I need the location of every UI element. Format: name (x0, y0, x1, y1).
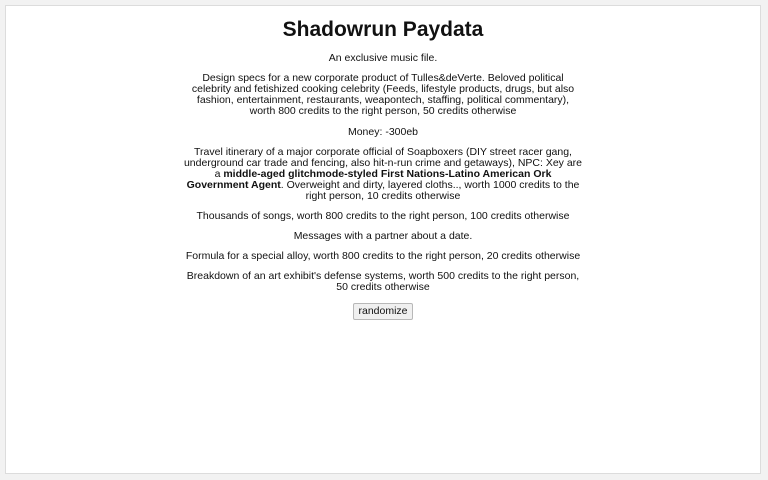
paydata-item (183, 147, 583, 202)
paydata-item-text: Travel itinerary of a major corporate official of Soapboxers (DIY street racer gang, underground car trade and fencing, also hit-n-run crime and getaways), NPC: Xey are a (183, 146, 583, 180)
npc-description: middle-aged glitchmode-styled First Nations-Latino American Ork Government Agent (186, 168, 552, 191)
paydata-content (183, 18, 583, 320)
randomize-button[interactable]: randomize (353, 303, 412, 320)
paydata-item: Breakdown of an art exhibit's defense systems, worth 500 credits to the right person, 50 credits otherwise (186, 270, 580, 293)
paydata-item: Thousands of songs, worth 800 credits to the right person, 100 credits otherwise (196, 210, 570, 222)
paydata-item: Messages with a partner about a date. (293, 230, 473, 242)
paydata-item: Formula for a special alloy, worth 800 credits to the right person, 20 credits otherwise (185, 250, 581, 262)
money-value: Money: -300eb (347, 126, 419, 138)
page-frame (5, 5, 761, 474)
actions (183, 303, 583, 320)
paydata-item: Design specs for a new corporate product of Tulles&deVerte. Beloved political celebrity and fetishized cooking celebrity (Feeds, lifestyle products, drugs, but also fashion, entertainment, restaurants, weapontech, staffing, political commentary), worth 800 credits to the right person, 50 credits otherwise (191, 72, 575, 117)
page-title: Shadowrun Paydata (282, 18, 484, 41)
paydata-item: An exclusive music file. (328, 52, 438, 64)
paydata-item-text: . Overweight and dirty, layered cloths.., worth 1000 credits to the right person, 10 credits otherwise (280, 179, 580, 202)
